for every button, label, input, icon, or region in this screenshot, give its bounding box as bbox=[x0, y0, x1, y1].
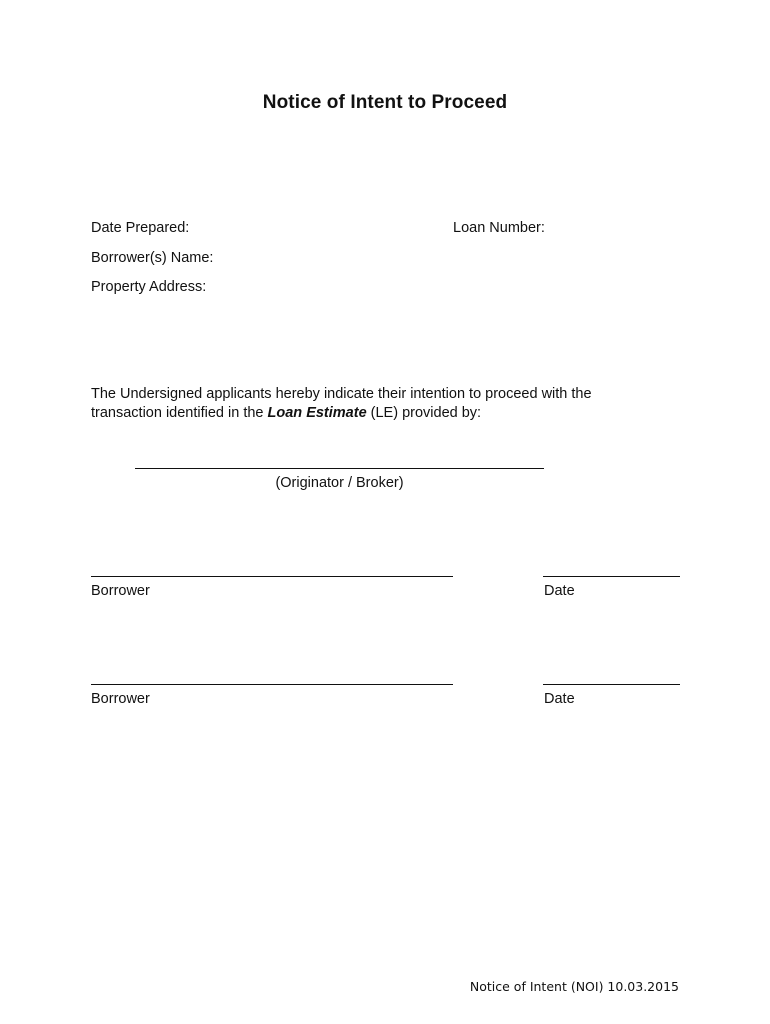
originator-caption: (Originator / Broker) bbox=[275, 475, 404, 491]
borrower-label-1: Borrower bbox=[91, 583, 150, 599]
page-footer: Notice of Intent (NOI) 10.03.2015 bbox=[469, 979, 679, 994]
originator-signature-line bbox=[135, 468, 544, 469]
date-signature-line-1 bbox=[543, 576, 680, 577]
borrower-label-2: Borrower bbox=[91, 691, 150, 707]
date-label-1: Date bbox=[544, 583, 575, 599]
property-address-label: Property Address: bbox=[91, 279, 207, 295]
date-prepared-label: Date Prepared: bbox=[91, 220, 190, 236]
intent-paragraph-suffix: (LE) provided by: bbox=[366, 405, 482, 421]
borrower-signature-line-1 bbox=[91, 576, 453, 577]
intent-paragraph-prefix: transaction identified in the bbox=[91, 405, 268, 421]
date-label-2: Date bbox=[544, 691, 575, 707]
borrowers-name-label: Borrower(s) Name: bbox=[91, 250, 214, 266]
loan-number-label: Loan Number: bbox=[453, 220, 545, 236]
page-title: Notice of Intent to Proceed bbox=[262, 92, 508, 113]
borrower-signature-line-2 bbox=[91, 684, 453, 685]
intent-paragraph-line-1: The Undersigned applicants hereby indicate their intention to proceed with the bbox=[91, 386, 592, 402]
date-signature-line-2 bbox=[543, 684, 680, 685]
loan-estimate-emphasis: Loan Estimate bbox=[267, 405, 367, 421]
intent-paragraph bbox=[91, 385, 691, 423]
intent-paragraph-line-2 bbox=[91, 404, 691, 423]
